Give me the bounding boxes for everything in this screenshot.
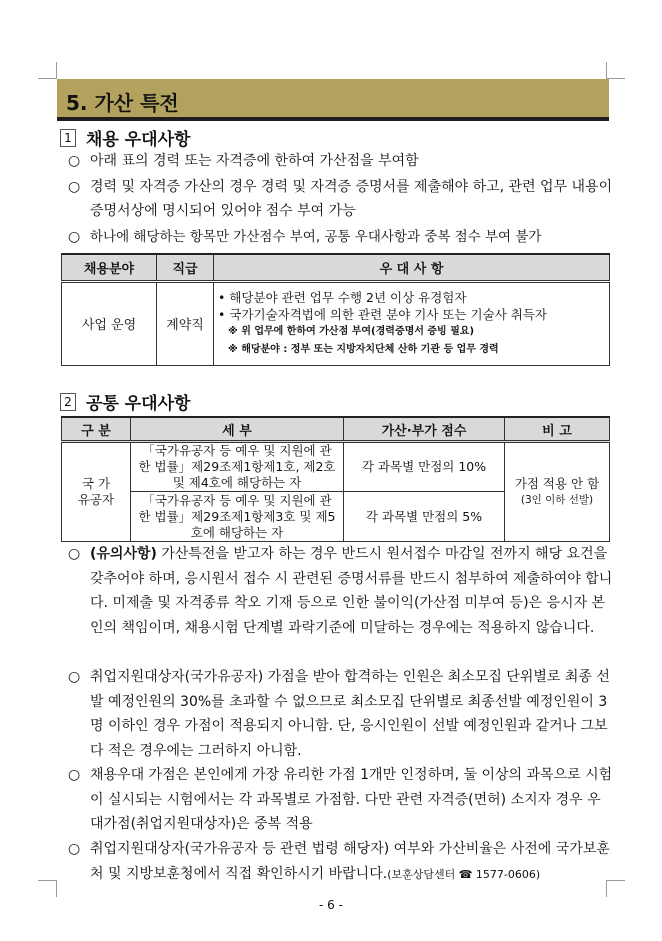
table-row [62,281,610,365]
bullet-marker: ○ [68,841,81,857]
table-header: 우 대 사 항 [214,254,610,281]
table-header: 세 부 [131,417,344,442]
section2-heading [60,389,190,414]
bullet-marker: ○ [68,546,81,562]
section1-bullet-3: ○ 하나에 해당하는 항목만 가산점수 부여, 공통 우대사항과 중복 점수 부여 불가 [68,225,613,249]
crop-mark-top-left [38,62,57,79]
category-cell: 국 가 유공자 [62,442,131,542]
grade-cell: 계약직 [157,281,214,365]
section1-bullet-1: ○ 아래 표의 경력 또는 자격증에 한하여 가산점을 부여함 [68,149,613,173]
table-row [62,442,610,492]
section1-heading [60,125,190,150]
detail-cell: 「국가유공자 등 예우 및 지원에 관한 법률」제29조제1항제1호, 제2호 및 제4호에 해당하는 자 [131,442,344,492]
bullet-marker: ○ [68,179,81,195]
field-cell: 사업 운영 [62,281,157,365]
bullet-marker: ○ [68,767,81,783]
points-cell: 각 과목별 만점의 5% [344,492,505,542]
table-header: 직급 [157,254,214,281]
page-number: - 6 - [319,898,343,912]
section2-bullet-3: ○ 채용우대 가점은 본인에게 가장 유리한 가점 1개만 인정하며, 둘 이상의 과목으로 시험이 실시되는 시험에서는 각 과목별로 가점함. 다만 관련 자격증(면허) 소지자 경우 우대가점(취업지원대상자)은 중복 적용 [68,763,613,837]
points-cell: 각 과목별 만점의 10% [344,442,505,492]
table-header: 가산·부가 점수 [344,417,505,442]
section1-bullet-2: ○ 경력 및 자격증 가산의 경우 경력 및 자격증 증명서를 제출해야 하고, 관련 업무 내용이 증명서상에 명시되어 있어야 점수 부여 가능 [68,175,613,223]
common-preference-table [61,416,610,542]
detail-cell: 「국가유공자 등 예우 및 지원에 관한 법률」제29조제1항제3호 및 제5호에 해당하는 자 [131,492,344,542]
section2-bullet-4: ○ 취업지원대상자(국가유공자 등 관련 법령 해당자) 여부와 가산비율은 사전에 국가보훈처 및 지방보훈청에서 직접 확인하시기 바랍니다.(보훈상담센터 ☎ 1577-0606) [68,837,613,887]
section1-heading-text: 채용 우대사항 [86,130,191,150]
preference-cell: • 해당분야 관련 업무 수행 2년 이상 유경험자 • 국가기술자격법에 의한 관련 분야 기사 또는 기술사 취득자 ※ 위 업무에 한하여 가산점 부여(경력증명서 증빙 필요) ※ 해당분야 : 정부 또는 지방자치단체 산하 기관 등 업무 경력 [214,281,610,365]
preference-table [61,253,610,366]
section1-number: 1 [60,129,76,147]
page-title: 5. 가산 특전 [66,91,179,115]
hotline-text: (보훈상담센터 ☎ 1577-0606) [387,867,541,881]
bullet-marker: ○ [68,153,81,169]
section2-heading-text: 공통 우대사항 [86,394,191,414]
bullet-marker: ○ [68,669,81,685]
table-header: 채용분야 [62,254,157,281]
table-header: 비 고 [505,417,610,442]
crop-mark-bottom-left [38,880,57,897]
crop-mark-top-right [606,62,625,79]
table-header: 구 분 [62,417,131,442]
section-title-bar [57,79,609,121]
section2-bullet-1: ○ (유의사항) 가산특전을 받고자 하는 경우 반드시 원서접수 마감일 전까지 해당 요건을 갖추어야 하며, 응시원서 접수 시 관련된 증명서류를 반드시 첨부하여 제출하여야 합니다. 미제출 및 자격종류 착오 기재 등으로 인한 불이익(가산점 미부여 등)은 응시자 본인의 책임이며, 채용시험 단계별 과락기준에 미달하는 경우에는 적용하지 않습니다. [68,542,613,640]
section2-number: 2 [60,393,76,411]
remark-cell: 가점 적용 안 함 (3인 이하 선발) [505,442,610,542]
bullet-marker: ○ [68,229,81,245]
section2-bullet-2: ○ 취업지원대상자(국가유공자) 가점을 받아 합격하는 인원은 최소모집 단위별로 최종 선발 예정인원의 30%를 초과할 수 없으므로 최소모집 단위별로 최종선발 예정인원이 3명 이하인 경우 가점이 적용되지 아니함. 단, 응시인원이 선발 예정인원과 같거나 그보다 적은 경우에는 그러하지 아니함. [68,665,613,763]
